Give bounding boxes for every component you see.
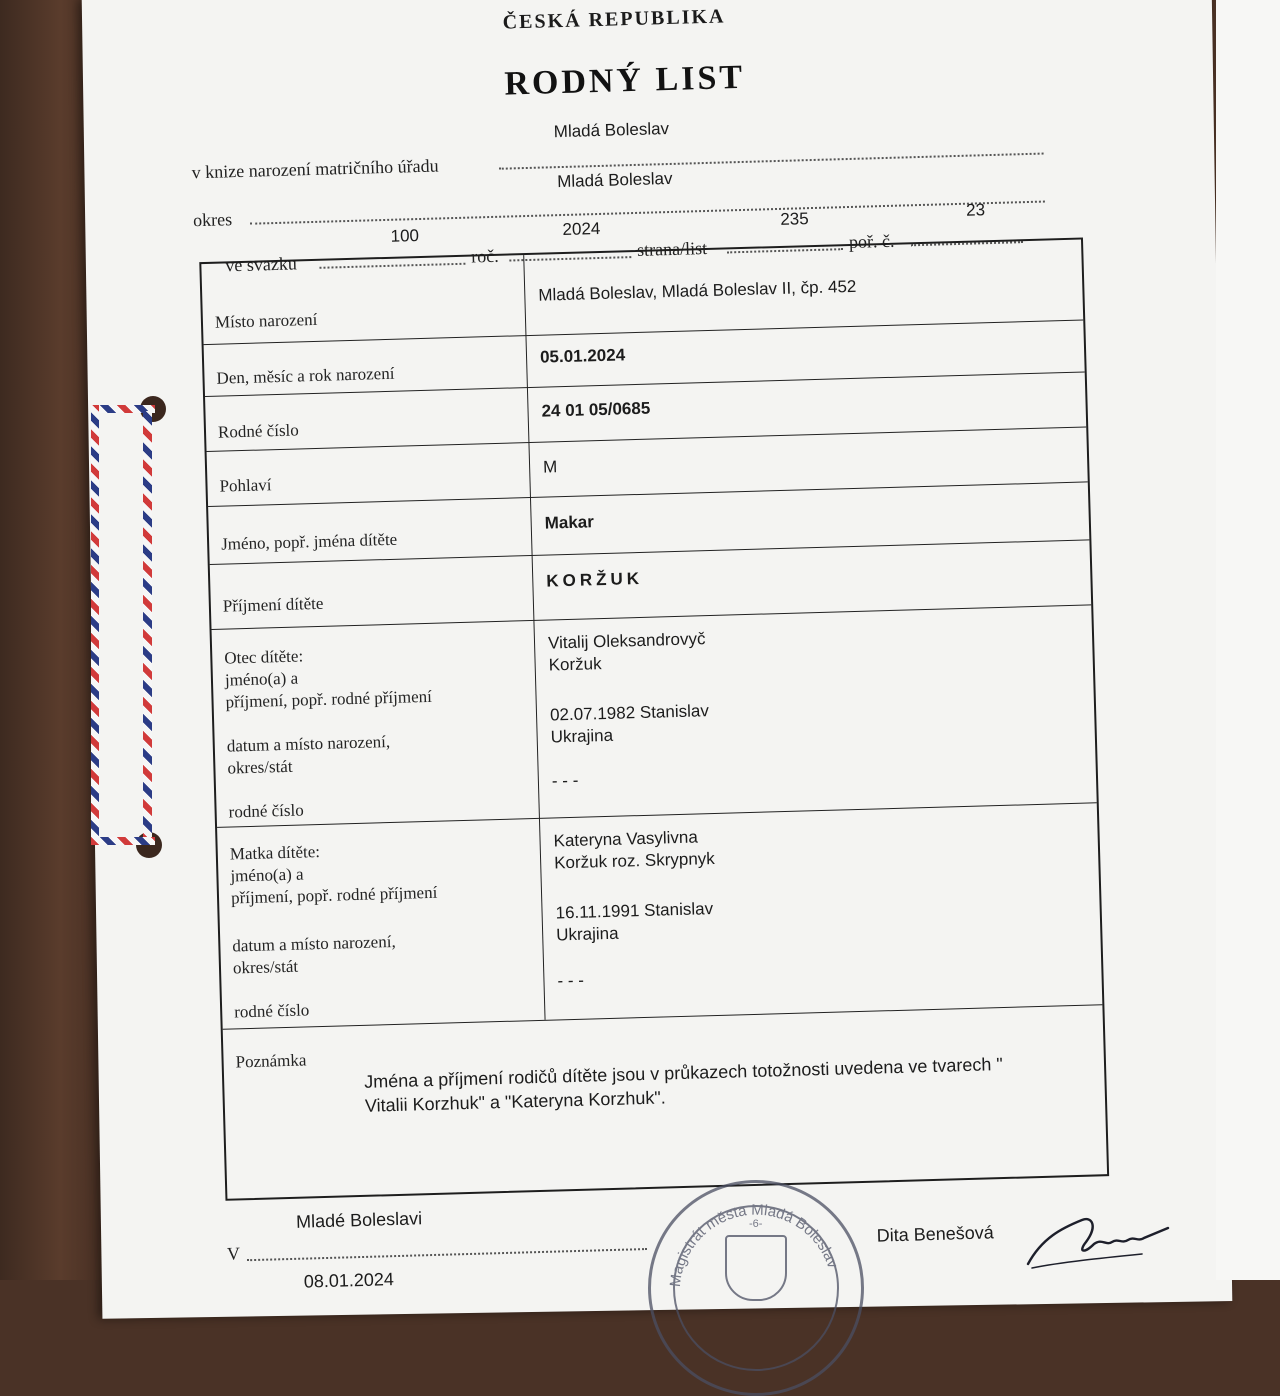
order-label: poř. č.: [848, 230, 895, 253]
father-birth-label-1: datum a místo narození,: [226, 732, 391, 756]
mother-name-label-1: jméno(a) a: [230, 864, 304, 886]
mother-rc-value: - - -: [557, 970, 585, 991]
mother-birth-label-1: datum a místo narození,: [232, 931, 396, 956]
row-divider: [212, 604, 1092, 630]
volume-label: ve svazku: [225, 253, 298, 276]
row-divider: [217, 802, 1097, 828]
birthdate-value: 05.01.2024: [539, 345, 626, 367]
firstname-value: Makar: [544, 512, 595, 533]
note-text-2: Vitalii Korzhuk" a "Kateryna Korzhuk".: [364, 1087, 667, 1116]
birthplace-value: Mladá Boleslav, Mladá Boleslav II, čp. 452: [538, 276, 857, 305]
father-rc-label: rodné číslo: [228, 800, 304, 822]
mother-name-2: Koržuk roz. Skrypnyk: [553, 849, 716, 873]
issue-place: Mladé Boleslavi: [295, 1208, 423, 1232]
official-round-stamp: [648, 1180, 864, 1396]
note-label: Poznámka: [235, 1050, 307, 1072]
country-heading: ČESKÁ REPUBLIKA: [502, 5, 726, 34]
row-divider: [204, 319, 1084, 345]
father-name-2: Koržuk: [548, 654, 602, 675]
page-value: 235: [780, 209, 809, 229]
note-text-1: Jména a příjmení rodičů dítěte jsou v průkazech totožnosti uvedena ve tvarech ": [363, 1054, 1004, 1092]
father-birth-label-2: okres/stát: [227, 756, 293, 778]
volume-value: 100: [390, 226, 420, 246]
record-table: [199, 237, 1109, 1200]
book-label: v knize narození matričního úřadu: [191, 155, 439, 183]
sex-label: Pohlaví: [219, 475, 272, 496]
document-title: RODNÝ LIST: [503, 58, 746, 103]
book-dotted-line: [499, 153, 1044, 170]
mother-rc-label: rodné číslo: [233, 1000, 310, 1022]
book-value: Mladá Boleslav: [553, 118, 670, 142]
father-name-label-2: příjmení, popř. rodné příjmení: [225, 686, 433, 712]
place-dotted-line: [247, 1248, 647, 1261]
father-birth-2: Ukrajina: [550, 725, 614, 747]
svg-text:-6-: -6-: [749, 1218, 763, 1230]
birthdate-label: Den, měsíc a rok narození: [216, 363, 395, 388]
stamp-lettering: [651, 1183, 861, 1393]
birthnumber-value: 24 01 05/0685: [541, 398, 651, 421]
handwritten-signature: [1022, 1198, 1172, 1278]
father-birth-1: 02.07.1982 Stanislav: [549, 701, 710, 725]
mother-heading: Matka dítěte:: [229, 842, 321, 864]
father-rc-value: - - -: [551, 770, 579, 791]
mother-birth-1: 16.11.1991 Stanislav: [555, 899, 714, 923]
mother-name-label-2: příjmení, popř. rodné příjmení: [230, 882, 438, 908]
official-name: Dita Benešová: [876, 1222, 995, 1246]
father-heading: Otec dítěte:: [224, 646, 304, 668]
order-value: 23: [965, 200, 986, 220]
district-dotted-line: [250, 201, 1045, 225]
svg-text:Magistrát města Mladá Boleslav: Magistrát města Mladá Boleslav: [666, 1201, 842, 1288]
mother-birth-2: Ukrajina: [555, 923, 619, 945]
issue-in-label: V: [226, 1243, 241, 1264]
surname-label: Příjmení dítěte: [222, 593, 324, 616]
row-divider: [208, 481, 1088, 507]
birthplace-label: Místo narození: [214, 309, 318, 332]
page-label: strana/list: [636, 237, 708, 260]
year-value: 2024: [562, 218, 601, 239]
issue-date: 08.01.2024: [303, 1269, 395, 1292]
father-name-label-1: jméno(a) a: [224, 668, 299, 690]
district-label: okres: [192, 209, 233, 231]
father-name-1: Vitalij Oleksandrovyč: [547, 629, 706, 653]
mother-birth-label-2: okres/stát: [232, 956, 299, 978]
firstname-label: Jméno, popř. jména dítěte: [220, 529, 398, 554]
year-label: roč.: [470, 245, 499, 267]
mother-name-1: Kateryna Vasylivna: [553, 827, 699, 851]
birthnumber-label: Rodné číslo: [217, 420, 300, 442]
district-value: Mladá Boleslav: [556, 168, 673, 192]
row-divider: [223, 1004, 1103, 1030]
column-divider: [523, 255, 545, 1020]
sex-value: M: [542, 457, 558, 477]
row-divider: [207, 426, 1087, 452]
surname-value: KORŽUK: [546, 568, 644, 591]
